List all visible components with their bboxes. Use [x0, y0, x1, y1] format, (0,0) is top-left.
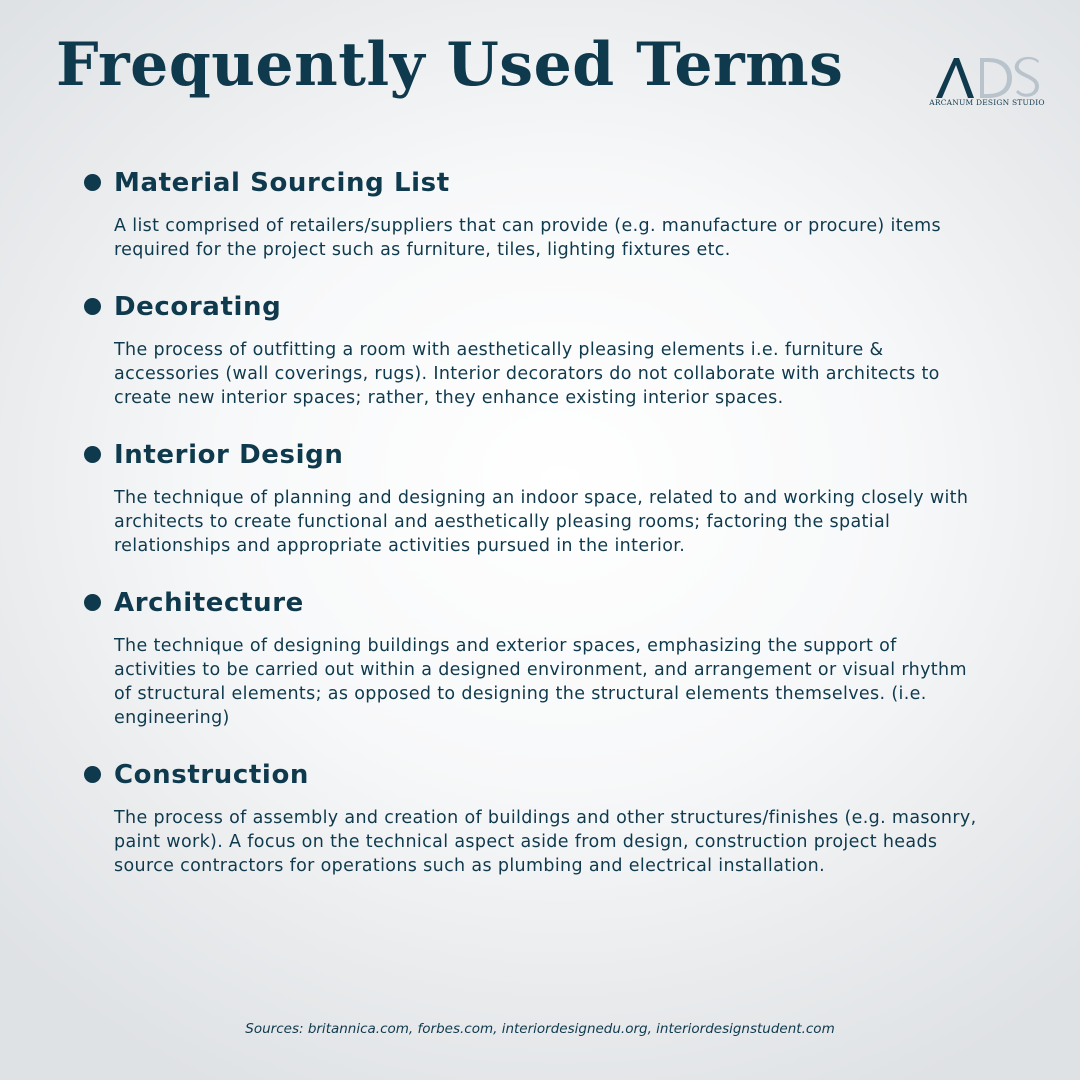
term-title: Material Sourcing List: [114, 168, 450, 198]
term-description: The process of assembly and creation of buildings and other structures/finishes (e.g. masonry, paint work). A focus on the technical aspect aside from design, construction project heads source contractors for operations such as plumbing and electrical installation.: [114, 808, 977, 876]
term-item: [84, 757, 984, 878]
term-description: A list comprised of retailers/suppliers that can provide (e.g. manufacture or procure) items required for the project such as furniture, tiles, lighting fixtures etc.: [114, 216, 941, 260]
page-title: Frequently Used Terms: [56, 30, 844, 100]
term-title: Architecture: [114, 588, 304, 618]
term-title: Decorating: [114, 292, 282, 322]
ads-monogram-icon: [926, 50, 1048, 100]
term-item: [84, 289, 984, 410]
bullet-icon: [84, 298, 101, 315]
term-item: [84, 165, 984, 262]
brand-logo: [926, 50, 1048, 112]
sources-footnote: Sources: britannica.com, forbes.com, interiordesignedu.org, interiordesignstudent.com: [245, 1021, 835, 1037]
bullet-icon: [84, 766, 101, 783]
term-description: The technique of planning and designing an indoor space, related to and working closely with architects to create functional and aesthetically pleasing rooms; factoring the spatial relationships and appropriate activities pursued in the interior.: [114, 488, 969, 556]
term-item: [84, 437, 984, 558]
terms-list: [84, 165, 984, 905]
term-title: Interior Design: [114, 440, 344, 470]
bullet-icon: [84, 594, 101, 611]
bullet-icon: [84, 446, 101, 463]
term-item: [84, 585, 984, 730]
term-description: The technique of designing buildings and exterior spaces, emphasizing the support of activities to be carried out within a designed environment, and arrangement or visual rhythm of structural elements; as opposed to designing the structural elements themselves. (i.e. engineering): [114, 636, 967, 728]
term-description: The process of outfitting a room with aesthetically pleasing elements i.e. furniture & accessories (wall coverings, rugs). Interior decorators do not collaborate with architects to create new interior spaces; rather, they enhance existing interior spaces.: [114, 340, 940, 408]
logo-wordmark: ARCANUM DESIGN STUDIO: [929, 98, 1045, 107]
bullet-icon: [84, 174, 101, 191]
term-title: Construction: [114, 760, 310, 790]
